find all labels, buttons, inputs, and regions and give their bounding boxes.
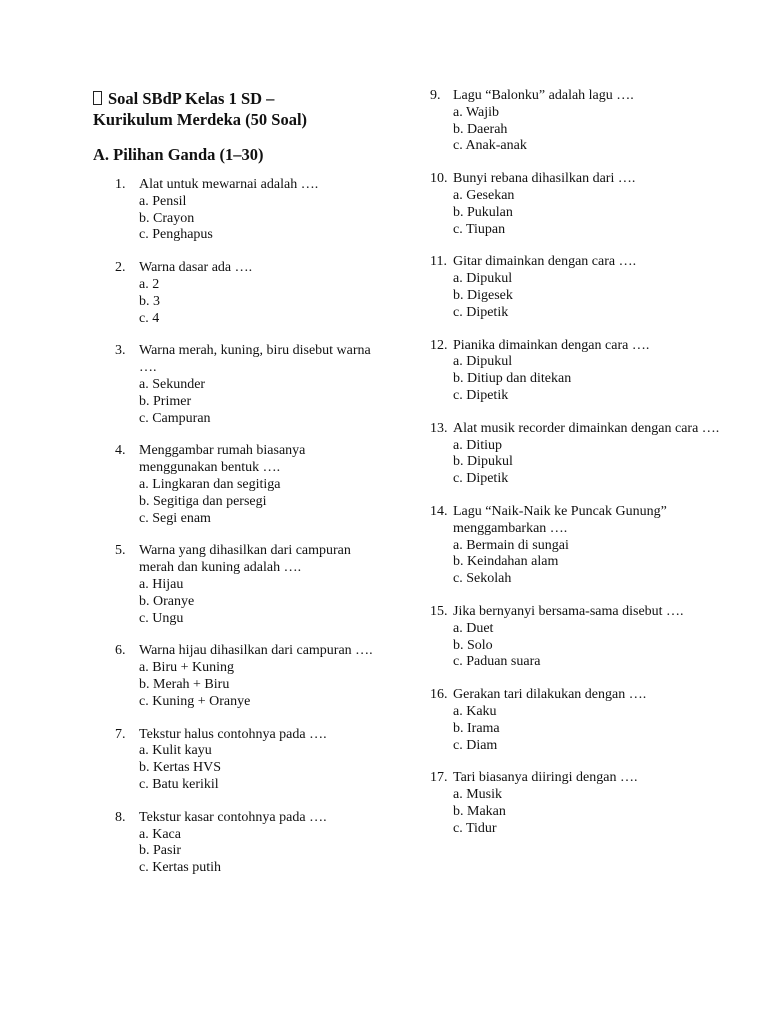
question-number: 13. xyxy=(430,420,448,436)
answer-option: a. Ditiup xyxy=(453,437,502,453)
right-column xyxy=(430,88,730,853)
section-heading-a: A. Pilihan Ganda (1–30) xyxy=(93,145,264,164)
question-item xyxy=(93,260,383,327)
question-item xyxy=(430,504,730,588)
question-text: Menggambar rumah biasanya menggunakan bentuk …. xyxy=(139,443,306,476)
answer-option: b. Crayon xyxy=(139,210,195,226)
question-text: Gerakan tari dilakukan dengan …. xyxy=(453,687,647,703)
question-number: 9. xyxy=(430,88,441,103)
question-text: Tekstur kasar contohnya pada …. xyxy=(139,809,327,825)
question-text: Bunyi rebana dihasilkan dari …. xyxy=(453,171,636,187)
answer-option: b. Pukulan xyxy=(453,204,513,220)
question-number: 15. xyxy=(430,603,448,619)
answer-option: a. Gesekan xyxy=(453,187,515,203)
answer-option: a. Musik xyxy=(453,787,502,803)
answer-option: c. Tidur xyxy=(453,820,497,836)
answer-option: a. Wajib xyxy=(453,104,500,120)
question-text: Warna yang dihasilkan dari campuran merah dan kuning adalah …. xyxy=(139,543,351,576)
answer-option: a. Sekunder xyxy=(139,376,206,392)
answer-option: a. Kaku xyxy=(453,703,497,719)
answer-option: c. Dipetik xyxy=(453,471,509,487)
answer-option: a. Lingkaran dan segitiga xyxy=(139,476,281,492)
answer-option: b. 3 xyxy=(139,293,160,309)
answer-option: b. Kertas HVS xyxy=(139,760,222,776)
answer-option: a. Dipukul xyxy=(453,354,513,370)
answer-option: a. Bermain di sungai xyxy=(453,537,569,553)
answer-option: c. Ungu xyxy=(139,610,184,626)
answer-option: c. Dipetik xyxy=(453,304,509,320)
answer-option: a. Biru + Kuning xyxy=(139,660,234,676)
document-title xyxy=(93,88,383,130)
question-list-right xyxy=(430,88,730,837)
title-text-1: Soal SBdP Kelas 1 SD – xyxy=(108,89,275,108)
answer-option: c. Anak-anak xyxy=(453,138,527,154)
question-item xyxy=(430,687,730,754)
answer-option: c. Diam xyxy=(453,737,498,753)
question-number: 3. xyxy=(115,343,126,359)
question-number: 14. xyxy=(430,503,448,519)
question-text: Lagu “Naik-Naik ke Puncak Gunung” menggambarkan …. xyxy=(453,503,667,536)
question-text: Alat untuk mewarnai adalah …. xyxy=(139,177,319,192)
answer-option: c. Penghapus xyxy=(139,227,213,243)
answer-option: b. Ditiup dan ditekan xyxy=(453,371,572,387)
answer-option: c. Tiupan xyxy=(453,221,506,237)
question-text: Warna dasar ada …. xyxy=(139,260,253,276)
answer-option: a. Hijau xyxy=(139,576,184,592)
answer-option: c. Dipetik xyxy=(453,387,509,403)
question-item xyxy=(93,177,383,244)
answer-option: b. Keindahan alam xyxy=(453,554,559,570)
question-number: 10. xyxy=(430,171,448,187)
question-text: Tari biasanya diiringi dengan …. xyxy=(453,770,638,786)
question-list-left xyxy=(93,177,383,877)
answer-option: a. Kaca xyxy=(139,826,181,842)
question-number: 12. xyxy=(430,337,448,353)
answer-option: c. Sekolah xyxy=(453,571,512,587)
answer-option: b. Solo xyxy=(453,637,493,653)
question-number: 16. xyxy=(430,687,448,703)
question-number: 17. xyxy=(430,770,448,786)
question-item xyxy=(430,88,730,155)
answer-option: b. Dipukul xyxy=(453,454,513,470)
question-text: Tekstur halus contohnya pada …. xyxy=(139,726,327,742)
answer-option: c. Campuran xyxy=(139,410,211,426)
question-item xyxy=(430,338,730,405)
question-item xyxy=(93,543,383,627)
question-text: Alat musik recorder dimainkan dengan cara …. xyxy=(453,420,720,436)
question-item xyxy=(93,643,383,710)
question-number: 7. xyxy=(115,726,126,742)
answer-option: c. Segi enam xyxy=(139,510,211,526)
question-number: 4. xyxy=(115,443,126,459)
question-item xyxy=(93,727,383,794)
question-item xyxy=(93,810,383,877)
question-text: Gitar dimainkan dengan cara …. xyxy=(453,254,637,270)
question-number: 11. xyxy=(430,254,447,270)
question-text: Pianika dimainkan dengan cara …. xyxy=(453,337,650,353)
placeholder-glyph-icon xyxy=(93,91,102,105)
answer-option: b. Pasir xyxy=(139,843,181,859)
question-number: 8. xyxy=(115,809,126,825)
question-item xyxy=(430,171,730,238)
question-number: 2. xyxy=(115,260,126,276)
question-number: 1. xyxy=(115,177,126,192)
question-text: Warna hijau dihasilkan dari campuran …. xyxy=(139,643,373,659)
answer-option: b. Segitiga dan persegi xyxy=(139,493,267,509)
left-column xyxy=(93,88,383,893)
answer-option: c. Kertas putih xyxy=(139,860,222,876)
answer-option: b. Primer xyxy=(139,393,192,409)
question-item xyxy=(430,421,730,488)
question-number: 5. xyxy=(115,543,126,559)
answer-option: b. Irama xyxy=(453,720,500,736)
question-text: Lagu “Balonku” adalah lagu …. xyxy=(453,88,634,103)
answer-option: c. 4 xyxy=(139,310,160,326)
question-item xyxy=(430,604,730,671)
answer-option: a. Duet xyxy=(453,620,494,636)
answer-option: b. Digesek xyxy=(453,287,513,303)
answer-option: a. Pensil xyxy=(139,193,187,209)
answer-option: b. Daerah xyxy=(453,121,508,137)
title-line-1 xyxy=(93,88,383,109)
answer-option: a. Dipukul xyxy=(453,271,513,287)
question-item xyxy=(430,770,730,837)
answer-option: c. Paduan suara xyxy=(453,654,541,670)
question-text: Warna merah, kuning, biru disebut warna …. xyxy=(139,343,371,376)
question-item xyxy=(93,443,383,527)
title-line-2: Kurikulum Merdeka (50 Soal) xyxy=(93,110,308,129)
answer-option: a. Kulit kayu xyxy=(139,743,212,759)
answer-option: a. 2 xyxy=(139,276,160,292)
question-item xyxy=(430,254,730,321)
question-text: Jika bernyanyi bersama-sama disebut …. xyxy=(453,603,684,619)
answer-option: b. Makan xyxy=(453,803,506,819)
answer-option: b. Merah + Biru xyxy=(139,676,230,692)
answer-option: c. Batu kerikil xyxy=(139,776,219,792)
question-item xyxy=(93,343,383,427)
question-number: 6. xyxy=(115,643,126,659)
answer-option: b. Oranye xyxy=(139,593,195,609)
answer-option: c. Kuning + Oranye xyxy=(139,693,251,709)
